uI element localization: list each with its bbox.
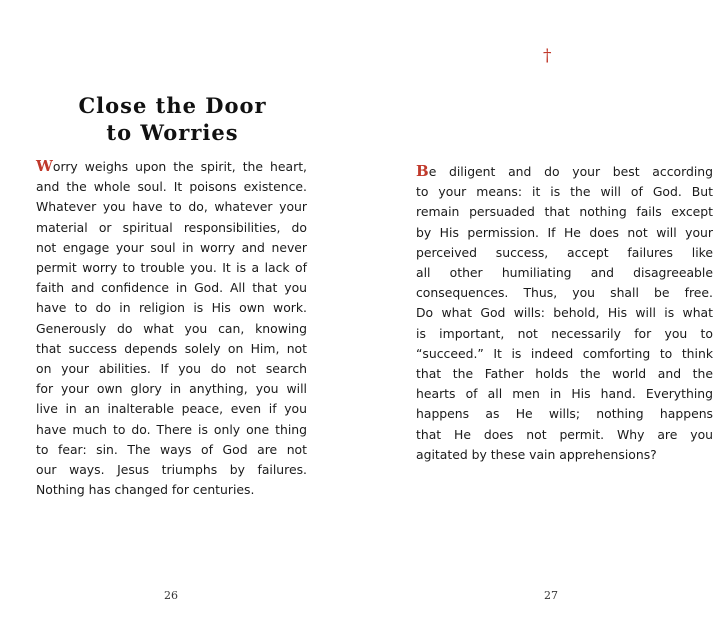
text-line: that He does not permit. Why are you [416, 426, 713, 442]
text-line: Be diligent and do your best according [416, 162, 713, 180]
title-line-1: Close the Door [78, 93, 267, 118]
right-body-text [416, 161, 713, 465]
text-line: happens as He wills; nothing happens [416, 406, 713, 422]
text-line: is important, not necessarily for you to [416, 325, 713, 341]
text-line: Do what God wills: behold, His will is what [416, 305, 713, 321]
text-line: to fear: sin. The ways of God are not [36, 441, 307, 457]
text-line: have to do in religion is His own work. [36, 300, 307, 316]
page-number: 27 [544, 589, 558, 602]
text-line: permit worry to trouble you. It is a lack of [36, 260, 307, 276]
text-line: material or spiritual responsibilities, do [36, 219, 307, 235]
text-line: all other humiliating and disagreeable [416, 265, 713, 281]
text-line: to your means: it is the will of God. But [416, 184, 713, 200]
text-line: on your abilities. If you do not search [36, 361, 307, 377]
text-line: Worry weighs upon the spirit, the heart, [36, 157, 307, 175]
text-line: and the whole soul. It poisons existence. [36, 179, 307, 195]
cross-ornament-icon: † [543, 46, 552, 66]
page-title [20, 92, 325, 146]
text-line: hearts of all men in His hand. Everything [416, 386, 713, 402]
text-line: that success depends solely on Him, not [36, 340, 307, 356]
title-line-2: to Worries [106, 120, 239, 145]
text-line: consequences. Thus, you shall be free. [416, 285, 713, 301]
text-line: our ways. Jesus triumphs by failures. [36, 462, 307, 478]
text-line: agitated by these vain apprehensions? [416, 446, 657, 462]
text-line: perceived success, accept failures like [416, 244, 713, 260]
text-line: Generously do what you can, knowing [36, 320, 307, 336]
text-line: that the Father holds the world and the [416, 366, 713, 382]
text-line: Nothing has changed for centuries. [36, 482, 255, 498]
left-body-text [36, 156, 307, 500]
text-line: have much to do. There is only one thing [36, 421, 307, 437]
text-line: for your own glory in anything, you will [36, 381, 307, 397]
text-line: live in an inalterable peace, even if you [36, 401, 307, 417]
text-line: not engage your soul in worry and never [36, 239, 307, 255]
right-page [360, 0, 720, 630]
text-line: by His permission. If He does not will your [416, 224, 713, 240]
drop-cap: B [416, 162, 429, 180]
page-number: 26 [164, 589, 178, 602]
drop-cap: W [36, 157, 53, 175]
text-line: remain persuaded that nothing fails except [416, 204, 713, 220]
text-line: faith and confidence in God. All that you [36, 280, 307, 296]
text-line: “succeed.” It is indeed comforting to think [416, 345, 713, 361]
text-line: Whatever you have to do, whatever your [36, 199, 307, 215]
